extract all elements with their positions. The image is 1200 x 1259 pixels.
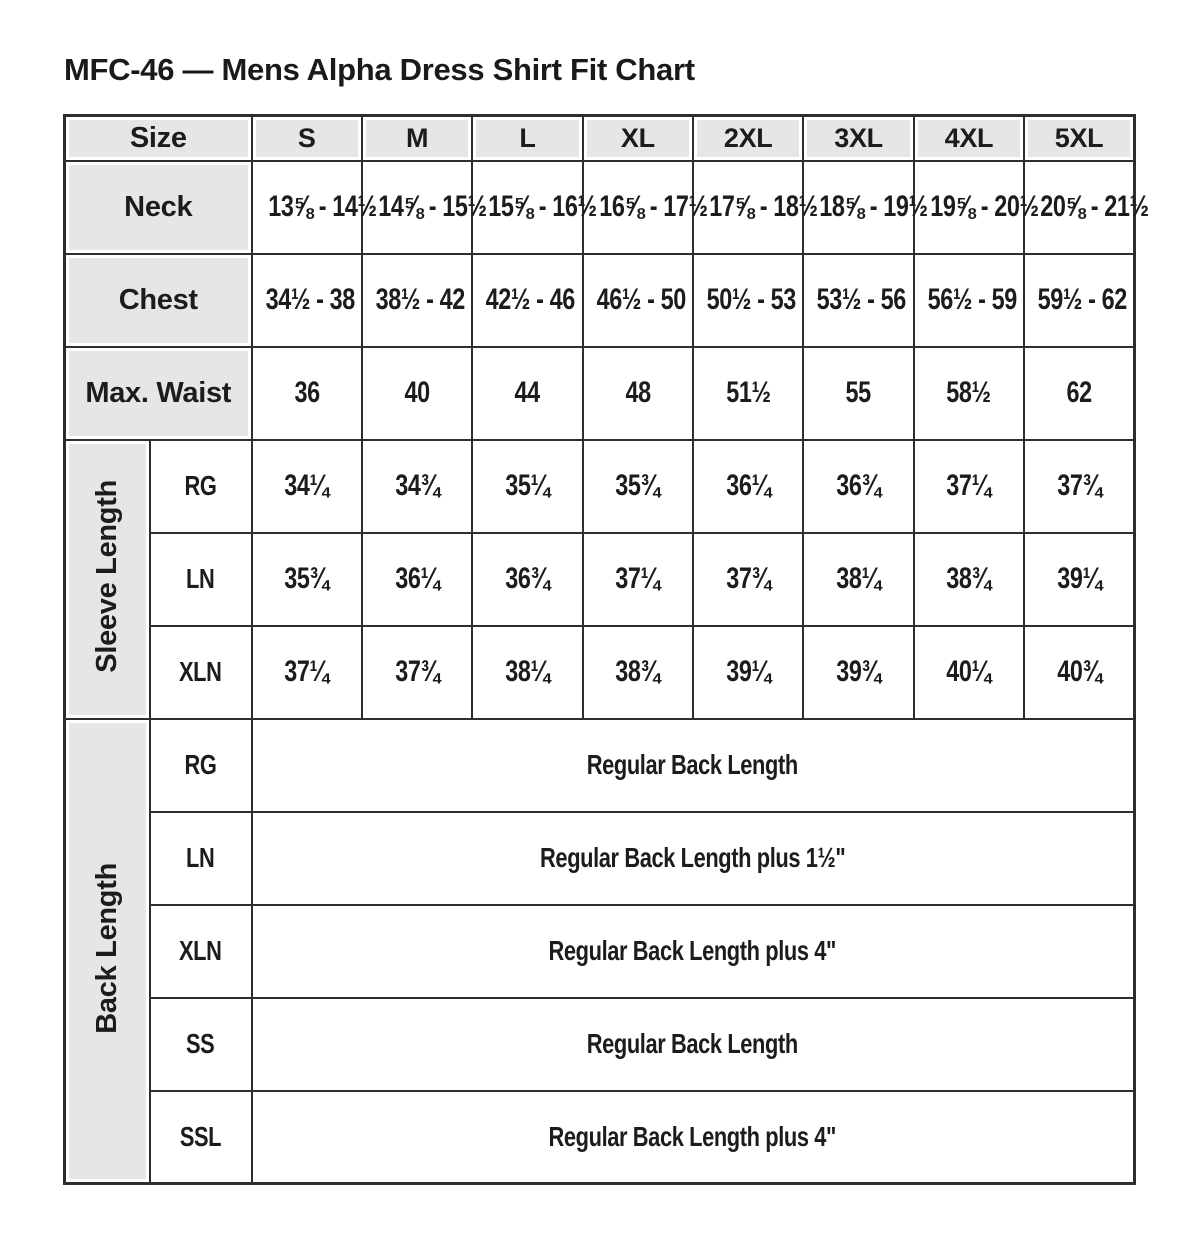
cell-value: 37¾ <box>1056 469 1102 502</box>
sleeve-value-cell <box>472 533 582 626</box>
cell-value: 37¾ <box>394 655 440 688</box>
cell-value: 44 <box>514 376 541 409</box>
neck-value-cell <box>1024 161 1149 254</box>
cell-value: 40¼ <box>946 655 992 688</box>
max-waist-row <box>65 347 1135 440</box>
size-header-cell: M <box>362 116 472 161</box>
chest-value-cell <box>583 254 693 347</box>
cell-value: 13⅝ - 14½ <box>267 190 377 223</box>
chest-value-cell <box>1024 254 1134 347</box>
cell-value: 34¾ <box>394 469 440 502</box>
cell-value: 38½ - 42 <box>375 283 465 316</box>
fit-label: XLN <box>179 656 222 687</box>
fit-label-cell <box>150 626 252 719</box>
cell-value: 34½ - 38 <box>265 283 355 316</box>
sleeve-value-cell <box>583 440 693 533</box>
cell-value: 48 <box>625 376 651 409</box>
sleeve-value-cell <box>693 533 803 626</box>
cell-value: Regular Back Length plus 1½" <box>540 842 846 873</box>
cell-value: 34¼ <box>284 469 329 502</box>
chest-value-cell <box>362 254 472 347</box>
section-label-text: Back Length <box>90 862 123 1034</box>
back-length-text-cell <box>252 998 1135 1091</box>
sleeve-length-section-label <box>65 440 150 719</box>
fit-label: RG <box>184 749 217 780</box>
sleeve-ln-row <box>65 533 1135 626</box>
cell-value: 14⅝ - 15½ <box>378 190 487 223</box>
neck-value-cell <box>693 161 818 254</box>
sleeve-value-cell <box>362 626 472 719</box>
fit-label-cell <box>150 812 252 905</box>
size-header-cell: 2XL <box>693 116 803 161</box>
cell-value: 35¼ <box>505 469 550 502</box>
sleeve-value-cell <box>803 533 913 626</box>
page-title: MFC-46 — Mens Alpha Dress Shirt Fit Chart <box>64 52 695 87</box>
back-length-text-cell <box>252 812 1135 905</box>
max-waist-value-cell <box>472 347 582 440</box>
back-xln-row <box>65 905 1135 998</box>
cell-value: Regular Back Length plus 4" <box>549 935 837 966</box>
sleeve-value-cell <box>914 533 1024 626</box>
fit-label: LN <box>186 563 215 594</box>
cell-value: 38¼ <box>836 562 881 595</box>
chest-value-cell <box>472 254 582 347</box>
cell-value: 55 <box>845 376 872 409</box>
fit-label-cell <box>150 998 252 1091</box>
cell-value: 39¼ <box>1056 562 1102 595</box>
size-header-cell: 5XL <box>1024 116 1134 161</box>
sleeve-value-cell <box>252 533 362 626</box>
cell-value: 42½ - 46 <box>485 283 576 316</box>
sleeve-value-cell <box>914 626 1024 719</box>
cell-value: 19⅝ - 20½ <box>930 190 1039 223</box>
sleeve-value-cell <box>803 440 913 533</box>
neck-value-cell <box>472 161 597 254</box>
sleeve-value-cell <box>252 440 362 533</box>
cell-value: 36 <box>294 376 320 409</box>
fit-label: SSL <box>179 1120 222 1152</box>
cell-value: 53½ - 56 <box>816 283 907 316</box>
size-header-cell: XL <box>583 116 693 161</box>
cell-value: Regular Back Length <box>587 1028 799 1059</box>
cell-value: 17⅝ - 18½ <box>709 190 818 223</box>
cell-value: 36¾ <box>505 562 550 595</box>
cell-value: 56½ - 59 <box>927 283 1017 316</box>
sleeve-value-cell <box>1024 440 1134 533</box>
cell-value: 59½ - 62 <box>1037 283 1127 316</box>
cell-value: 37¼ <box>615 562 660 595</box>
size-header-cell: 4XL <box>914 116 1024 161</box>
cell-value: 38¾ <box>615 655 660 688</box>
cell-value: 18⅝ - 19½ <box>819 190 929 223</box>
max-waist-row-label: Max. Waist <box>65 347 252 440</box>
fit-label-cell <box>150 905 252 998</box>
sleeve-value-cell <box>803 626 913 719</box>
back-ln-row <box>65 812 1135 905</box>
fit-label-cell <box>150 1091 252 1184</box>
neck-value-cell <box>803 161 929 254</box>
sleeve-value-cell <box>362 440 472 533</box>
neck-row-label: Neck <box>65 161 252 254</box>
size-header-cell: L <box>472 116 582 161</box>
max-waist-value-cell <box>693 347 803 440</box>
cell-value: 46½ - 50 <box>596 283 686 316</box>
fit-label-cell <box>150 440 252 533</box>
cell-value: 50½ - 53 <box>706 283 796 316</box>
max-waist-value-cell <box>252 347 362 440</box>
cell-value: 39¼ <box>725 655 771 688</box>
cell-value: 39¾ <box>836 655 881 688</box>
sleeve-value-cell <box>583 626 693 719</box>
neck-value-cell <box>252 161 377 254</box>
cell-value: 62 <box>1066 376 1092 409</box>
cell-value: Regular Back Length plus 4" <box>549 1120 837 1152</box>
sleeve-value-cell <box>472 626 582 719</box>
cell-value: 37¼ <box>946 469 992 502</box>
back-rg-row <box>65 719 1135 812</box>
back-length-text-cell <box>252 905 1135 998</box>
back-ss-row <box>65 998 1135 1091</box>
section-label-text: Sleeve Length <box>90 480 123 673</box>
max-waist-value-cell <box>362 347 472 440</box>
cell-value: 36¼ <box>394 562 440 595</box>
chest-value-cell <box>693 254 803 347</box>
chest-value-cell <box>252 254 362 347</box>
back-length-section-label <box>65 719 150 1184</box>
cell-value: 37¼ <box>284 655 329 688</box>
fit-label: SS <box>186 1028 215 1059</box>
neck-value-cell <box>914 161 1039 254</box>
cell-value: 58½ <box>946 376 992 409</box>
cell-value: 35¾ <box>615 469 660 502</box>
cell-value: 38¼ <box>505 655 550 688</box>
sleeve-value-cell <box>693 440 803 533</box>
cell-value: 35¾ <box>284 562 329 595</box>
sleeve-value-cell <box>362 533 472 626</box>
cell-value: 36¾ <box>836 469 881 502</box>
fit-label-cell <box>150 719 252 812</box>
sleeve-value-cell <box>252 626 362 719</box>
header-row <box>65 116 1135 161</box>
neck-row <box>65 161 1135 254</box>
fit-label-cell <box>150 533 252 626</box>
back-length-text-cell <box>252 1091 1135 1184</box>
sleeve-value-cell <box>693 626 803 719</box>
cell-value: 40 <box>404 376 430 409</box>
cell-value: 36¼ <box>725 469 771 502</box>
sleeve-xln-row <box>65 626 1135 719</box>
cell-value: 16⅝ - 17½ <box>598 190 708 223</box>
max-waist-value-cell <box>803 347 913 440</box>
max-waist-value-cell <box>583 347 693 440</box>
sleeve-value-cell <box>1024 626 1134 719</box>
cell-value: 15⅝ - 16½ <box>488 190 597 223</box>
max-waist-value-cell <box>1024 347 1134 440</box>
size-header-cell: 3XL <box>803 116 913 161</box>
back-length-text-cell <box>252 719 1135 812</box>
chest-value-cell <box>914 254 1024 347</box>
fit-label: RG <box>184 470 217 501</box>
cell-value: 40¾ <box>1056 655 1102 688</box>
back-ssl-row <box>65 1091 1135 1184</box>
chest-row-label: Chest <box>65 254 252 347</box>
cell-value: 38¾ <box>946 562 992 595</box>
max-waist-value-cell <box>914 347 1024 440</box>
sleeve-value-cell <box>1024 533 1134 626</box>
sleeve-value-cell <box>583 533 693 626</box>
neck-value-cell <box>583 161 708 254</box>
cell-value: 20⅝ - 21½ <box>1040 190 1149 223</box>
cell-value: 37¾ <box>725 562 771 595</box>
sleeve-value-cell <box>472 440 582 533</box>
fit-chart-table <box>63 114 1149 1185</box>
cell-value: Regular Back Length <box>587 749 799 780</box>
size-column-header: Size <box>65 116 252 161</box>
neck-value-cell <box>362 161 487 254</box>
cell-value: 51½ <box>725 376 771 409</box>
size-header-cell: S <box>252 116 362 161</box>
sleeve-rg-row <box>65 440 1135 533</box>
sleeve-value-cell <box>914 440 1024 533</box>
chest-value-cell <box>803 254 913 347</box>
fit-label: LN <box>186 842 215 873</box>
fit-label: XLN <box>179 935 222 966</box>
chest-row <box>65 254 1135 347</box>
